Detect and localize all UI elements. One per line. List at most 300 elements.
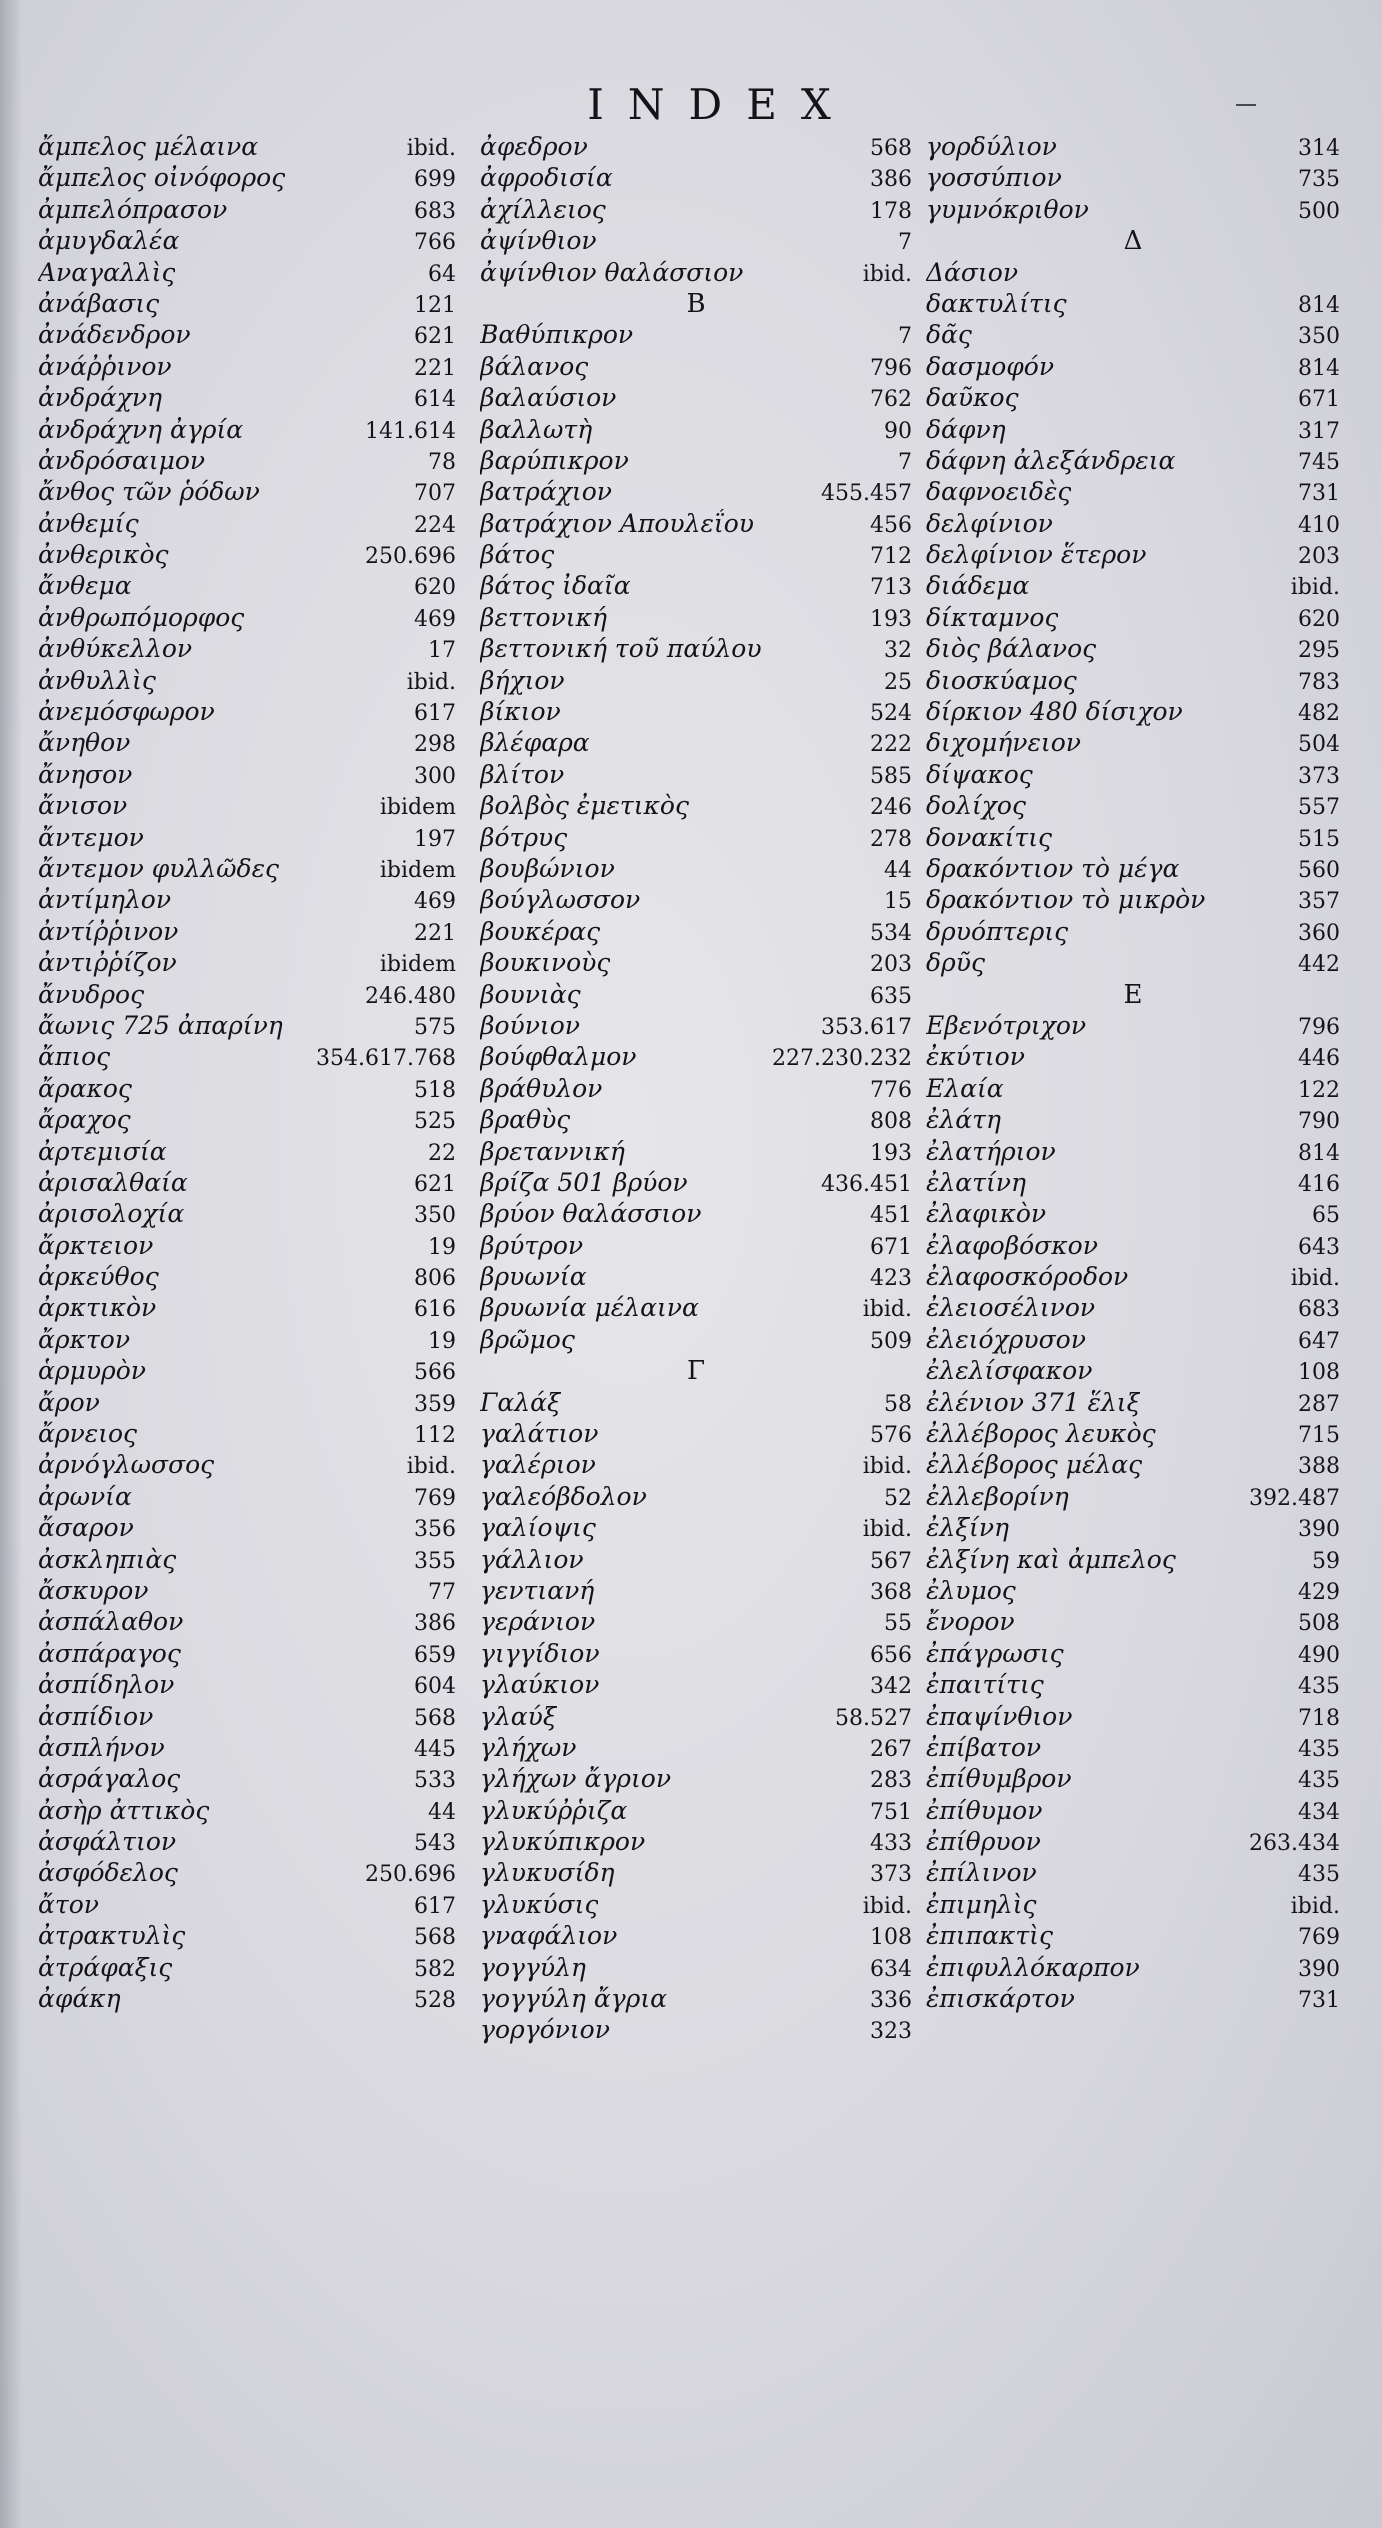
entry-term: δρακόντιον τὸ μέγα <box>926 853 1180 883</box>
entry-page: ibid. <box>862 1517 912 1543</box>
entry-page: 518 <box>414 1077 456 1103</box>
entry-term: ἁρμυρὸν <box>38 1356 146 1386</box>
entry-page: 434 <box>1298 1799 1340 1825</box>
index-entry <box>926 320 1340 351</box>
entry-page: 90 <box>884 418 912 444</box>
entry-page: 65 <box>1312 1203 1340 1229</box>
index-entry <box>38 948 456 979</box>
entry-term: γλήχων <box>480 1732 577 1762</box>
index-entry <box>926 1764 1340 1795</box>
entry-term: γλήχων ἄγριον <box>480 1764 672 1794</box>
index-entry <box>480 1921 912 1952</box>
entry-term: ἀρτεμισία <box>38 1136 167 1166</box>
entry-term: βρύον θαλάσσιον <box>480 1199 702 1229</box>
entry-term: βαλαύσιον <box>480 383 617 413</box>
entry-term: βρῶμος <box>480 1324 575 1354</box>
index-entry <box>480 1168 912 1199</box>
index-entry <box>38 1702 456 1733</box>
entry-term: ἀτρακτυλὶς <box>38 1921 186 1951</box>
index-entry <box>38 509 456 540</box>
entry-page: 19 <box>428 1328 456 1354</box>
entry-page: 122 <box>1298 1077 1340 1103</box>
index-entry <box>480 1042 912 1073</box>
index-entry <box>480 1011 912 1042</box>
entry-page: 32 <box>884 638 912 664</box>
index-entry <box>926 1953 1340 1984</box>
entry-term: ἄωνις 725 ἀπαρίνη <box>38 1010 283 1040</box>
entry-term: ἀσκληπιὰς <box>38 1544 177 1574</box>
entry-term: ἐπίθυμον <box>926 1795 1043 1825</box>
index-entry <box>38 415 456 446</box>
entry-term: Βαθύπικρον <box>480 320 634 350</box>
entry-term: γορδύλιον <box>926 132 1057 161</box>
entry-page: 353.617 <box>821 1014 912 1040</box>
index-entry <box>926 446 1340 477</box>
entry-page: 368 <box>870 1579 912 1605</box>
index-entry <box>480 634 912 665</box>
entry-term: ἄνθεμα <box>38 571 132 601</box>
entry-term: βλίτον <box>480 759 565 789</box>
index-entry <box>480 1388 912 1419</box>
index-entry <box>38 1168 456 1199</box>
entry-page: 357 <box>1298 889 1340 915</box>
entry-page: 435 <box>1298 1736 1340 1762</box>
index-entry <box>926 1419 1340 1450</box>
entry-term: γναφάλιον <box>480 1921 618 1951</box>
index-entry <box>926 1388 1340 1419</box>
entry-page: 528 <box>414 1988 456 2014</box>
index-entry <box>38 728 456 759</box>
entry-term: βραθὺς <box>480 1105 571 1135</box>
index-entry <box>926 1858 1340 1889</box>
index-column-3 <box>926 132 1340 2015</box>
entry-term: ἀρνόγλωσσος <box>38 1450 215 1480</box>
entry-page: 373 <box>870 1862 912 1888</box>
index-entry <box>38 697 456 728</box>
entry-page: ibid. <box>406 1454 456 1480</box>
entry-page: ibid. <box>862 261 912 287</box>
entry-page: 356 <box>414 1517 456 1543</box>
entry-term: Εβενότριχον <box>926 1010 1087 1040</box>
entry-term: ἐλειόχρυσον <box>926 1324 1086 1354</box>
entry-term: ἄρακος <box>38 1073 132 1103</box>
section-letter: Δ <box>1123 226 1143 257</box>
index-entry <box>38 258 456 289</box>
entry-term: ἄσαρον <box>38 1513 134 1543</box>
index-entry <box>926 1984 1340 2015</box>
index-entry <box>926 1231 1340 1262</box>
entry-page: 78 <box>428 449 456 475</box>
entry-page: 59 <box>1312 1548 1340 1574</box>
entry-page: 314 <box>1298 136 1340 161</box>
section-letter: B <box>686 288 706 319</box>
entry-page: 469 <box>414 606 456 632</box>
section-letter: E <box>1123 979 1143 1010</box>
entry-page: 19 <box>428 1234 456 1260</box>
entry-term: Αναγαλλὶς <box>38 257 176 287</box>
entry-page: 360 <box>1298 920 1340 946</box>
entry-term: ἄμπελος μέλαινα <box>38 132 259 161</box>
entry-page: 808 <box>870 1109 912 1135</box>
index-entry <box>38 1137 456 1168</box>
entry-page: 336 <box>870 1988 912 2014</box>
entry-page: 178 <box>870 198 912 224</box>
entry-term: ἀνθυλλὶς <box>38 665 156 695</box>
entry-term: Ελαία <box>926 1073 1004 1103</box>
entry-term: ἀνάῤῥινον <box>38 351 172 381</box>
entry-page: 317 <box>1298 418 1340 444</box>
entry-page: ibid. <box>862 1893 912 1919</box>
entry-term: ἀνάδενδρον <box>38 320 191 350</box>
entry-page: 482 <box>1298 701 1340 727</box>
entry-page: 504 <box>1298 732 1340 758</box>
entry-page: 44 <box>884 857 912 883</box>
index-entry <box>480 1545 912 1576</box>
index-entry <box>480 885 912 916</box>
entry-page: 776 <box>870 1077 912 1103</box>
index-entry <box>480 1984 912 2015</box>
entry-term: Γαλάξ <box>480 1387 561 1417</box>
index-entry <box>38 1074 456 1105</box>
index-entry <box>480 1419 912 1450</box>
index-entry <box>480 1199 912 1230</box>
entry-page: 557 <box>1298 795 1340 821</box>
entry-term: δρῦς <box>926 948 985 978</box>
entry-term: ἐπιφυλλόκαρπον <box>926 1952 1140 1982</box>
index-entry <box>38 1356 456 1387</box>
index-entry <box>38 603 456 634</box>
entry-term: ἄντεμον φυλλῶδες <box>38 853 280 883</box>
index-entry <box>926 509 1340 540</box>
entry-page: 620 <box>1298 606 1340 632</box>
entry-page: 323 <box>870 2019 912 2045</box>
entry-term: ἀσπίδιον <box>38 1701 154 1731</box>
entry-term: ἐπίθυμβρον <box>926 1764 1072 1794</box>
entry-term: ἐπιμηλὶς <box>926 1889 1037 1919</box>
entry-term: ἄρκτειον <box>38 1230 154 1260</box>
entry-term: δελφίνιον ἕτερον <box>926 540 1147 570</box>
entry-term: γυμνόκριθον <box>926 194 1089 224</box>
entry-page: 435 <box>1298 1768 1340 1794</box>
entry-term: ἀσράγαλος <box>38 1764 181 1794</box>
entry-page: 769 <box>414 1485 456 1511</box>
entry-page: 671 <box>1298 387 1340 413</box>
index-entry <box>38 1105 456 1136</box>
index-entry <box>926 791 1340 822</box>
index-entry <box>38 1670 456 1701</box>
entry-page: 246.480 <box>365 983 456 1009</box>
entry-page: 435 <box>1298 1862 1340 1888</box>
index-entry <box>480 728 912 759</box>
entry-term: βρεταννική <box>480 1136 625 1166</box>
entry-term: ἀφροδισία <box>480 163 613 193</box>
entry-page: 197 <box>414 826 456 852</box>
index-entry <box>38 854 456 885</box>
entry-term: ἀτράφαξις <box>38 1952 173 1982</box>
index-entry <box>926 1890 1340 1921</box>
entry-term: βουβώνιον <box>480 853 615 883</box>
entry-page: 64 <box>428 261 456 287</box>
entry-page: 806 <box>414 1266 456 1292</box>
index-entry <box>926 728 1340 759</box>
index-entry <box>38 1984 456 2015</box>
index-entry <box>926 1827 1340 1858</box>
index-entry <box>38 132 456 163</box>
index-entry <box>38 163 456 194</box>
entry-term: βούφθαλμον <box>480 1042 637 1072</box>
entry-term: ἐλλέβορος μέλας <box>926 1450 1143 1480</box>
entry-page: 246 <box>870 795 912 821</box>
entry-page: 814 <box>1298 355 1340 381</box>
entry-term: ἐλξίνη <box>926 1513 1010 1543</box>
entry-term: ἀνεμόσφωρον <box>38 697 215 727</box>
entry-term: ἀρισολοχία <box>38 1199 185 1229</box>
index-entry <box>480 1262 912 1293</box>
entry-term: ἐπίβατον <box>926 1732 1042 1762</box>
entry-term: ἄνηθον <box>38 728 131 758</box>
entry-page: 416 <box>1298 1171 1340 1197</box>
entry-page: 7 <box>898 230 912 256</box>
entry-term: δελφίνιον <box>926 508 1053 538</box>
entry-page: 659 <box>414 1642 456 1668</box>
entry-term: δακτυλίτις <box>926 288 1067 318</box>
index-entry <box>480 2015 912 2046</box>
entry-page: 617 <box>414 1893 456 1919</box>
index-entry <box>926 1607 1340 1638</box>
entry-page: 790 <box>1298 1109 1340 1135</box>
entry-page: 456 <box>870 512 912 538</box>
index-entry <box>926 1137 1340 1168</box>
entry-page: 582 <box>414 1956 456 1982</box>
entry-page: 656 <box>870 1642 912 1668</box>
entry-term: ἀρωνία <box>38 1481 132 1511</box>
entry-term: ἐλλεβορίνη <box>926 1481 1069 1511</box>
page-shadow <box>0 0 22 2528</box>
entry-page: 58 <box>884 1391 912 1417</box>
entry-page: 469 <box>414 889 456 915</box>
entry-page: 350 <box>414 1203 456 1229</box>
entry-term: ἀφεδρον <box>480 132 588 161</box>
entry-term: ἀνθεμίς <box>38 508 139 538</box>
entry-page: 568 <box>870 136 912 161</box>
entry-term: ἀσπλήνον <box>38 1732 165 1762</box>
entry-term: ἐλυμος <box>926 1575 1016 1605</box>
entry-page: 713 <box>870 575 912 601</box>
entry-term: βαλλωτὴ <box>480 414 593 444</box>
entry-term: ἀνδρόσαιμον <box>38 445 206 475</box>
entry-term: βάλανος <box>480 351 589 381</box>
index-entry <box>480 509 912 540</box>
entry-page: 108 <box>1298 1360 1340 1386</box>
entry-term: ἄπιος <box>38 1042 111 1072</box>
entry-page: 814 <box>1298 1140 1340 1166</box>
index-entry <box>38 885 456 916</box>
entry-term: ἀφάκη <box>38 1984 121 2014</box>
entry-term: ἀνάβασις <box>38 288 160 318</box>
index-entry <box>480 1105 912 1136</box>
index-entry <box>480 1325 912 1356</box>
entry-page: 731 <box>1298 481 1340 507</box>
entry-page: 715 <box>1298 1423 1340 1449</box>
index-entry <box>926 948 1340 979</box>
entry-page: 355 <box>414 1548 456 1574</box>
entry-term: ἐλαφοβόσκον <box>926 1230 1098 1260</box>
entry-term: βρίζα 501 βρύον <box>480 1167 688 1197</box>
index-entry <box>926 1482 1340 1513</box>
entry-page: ibid. <box>1290 575 1340 601</box>
index-entry <box>480 163 912 194</box>
index-entry <box>926 289 1340 320</box>
entry-page: ibid. <box>1290 1266 1340 1292</box>
entry-term: ἐλξίνη καὶ ἀμπελος <box>926 1544 1176 1574</box>
index-entry <box>480 1074 912 1105</box>
entry-page: ibidem <box>379 857 456 883</box>
entry-term: ἀντίῤῥινον <box>38 916 179 946</box>
index-entry <box>926 917 1340 948</box>
index-entry <box>38 1827 456 1858</box>
index-entry <box>38 1262 456 1293</box>
entry-term: βρύτρον <box>480 1230 584 1260</box>
entry-page: 621 <box>414 1171 456 1197</box>
index-entry <box>38 540 456 571</box>
entry-term: γάλλιον <box>480 1544 584 1574</box>
entry-page: 373 <box>1298 763 1340 789</box>
index-entry <box>38 1388 456 1419</box>
entry-page: 699 <box>414 167 456 193</box>
entry-page: 635 <box>870 983 912 1009</box>
entry-page: 433 <box>870 1831 912 1857</box>
entry-term: ἐλατίνη <box>926 1167 1026 1197</box>
entry-term: ἐλειοσέλινον <box>926 1293 1096 1323</box>
index-column-2 <box>480 132 912 2047</box>
entry-page: 509 <box>870 1328 912 1354</box>
index-column-1 <box>38 132 456 2015</box>
index-entry <box>926 1639 1340 1670</box>
entry-page: 515 <box>1298 826 1340 852</box>
index-entry <box>480 823 912 854</box>
index-entry <box>38 980 456 1011</box>
entry-page: 203 <box>1298 544 1340 570</box>
index-entry <box>926 415 1340 446</box>
entry-page: 15 <box>884 889 912 915</box>
entry-page: 298 <box>414 732 456 758</box>
entry-term: βρυωνία μέλαινα <box>480 1293 699 1323</box>
entry-term: βουκέρας <box>480 916 601 946</box>
index-entry <box>38 1890 456 1921</box>
entry-page: 388 <box>1298 1454 1340 1480</box>
entry-term: ἐπισκάρτον <box>926 1984 1075 2014</box>
entry-term: διὸς βάλανος <box>926 634 1097 664</box>
entry-page: 287 <box>1298 1391 1340 1417</box>
entry-page: 112 <box>414 1423 456 1449</box>
entry-term: ἀψίνθιον θαλάσσιον <box>480 257 744 287</box>
entry-term: ἄσκυρον <box>38 1575 149 1605</box>
entry-page: 108 <box>870 1925 912 1951</box>
entry-term: ἄντεμον <box>38 822 144 852</box>
index-entry <box>926 477 1340 508</box>
entry-term: δίκταμνος <box>926 602 1059 632</box>
entry-page: 568 <box>414 1925 456 1951</box>
entry-term: ἀρκτικὸν <box>38 1293 157 1323</box>
entry-page: 222 <box>870 732 912 758</box>
index-entry <box>926 1576 1340 1607</box>
index-entry <box>38 320 456 351</box>
index-entry <box>480 1953 912 1984</box>
entry-page: 533 <box>414 1768 456 1794</box>
index-entry <box>38 634 456 665</box>
entry-term: ἐλατήριον <box>926 1136 1056 1166</box>
entry-page: 25 <box>884 669 912 695</box>
entry-term: ἄρκτον <box>38 1324 131 1354</box>
entry-page: 141.614 <box>365 418 456 444</box>
entry-term: βούνιον <box>480 1010 580 1040</box>
index-entry <box>480 258 912 289</box>
entry-term: δάφνη <box>926 414 1006 444</box>
entry-term: ἀσπάραγος <box>38 1638 181 1668</box>
index-entry <box>926 1921 1340 1952</box>
entry-term: βίκιον <box>480 697 561 727</box>
entry-term: ἄνισον <box>38 791 128 821</box>
entry-page: 718 <box>1298 1705 1340 1731</box>
index-entry <box>926 1262 1340 1293</box>
index-entry <box>38 446 456 477</box>
index-entry <box>480 854 912 885</box>
index-entry <box>926 383 1340 414</box>
entry-term: γλαύξ <box>480 1701 557 1731</box>
entry-page: 634 <box>870 1956 912 1982</box>
index-entry <box>480 1293 912 1324</box>
entry-page: 44 <box>428 1799 456 1825</box>
entry-term: ἀμυγδαλέα <box>38 226 180 256</box>
entry-page: 58.527 <box>835 1705 912 1731</box>
entry-term: δαῦκος <box>926 383 1019 413</box>
entry-term: διχομήνειον <box>926 728 1081 758</box>
entry-term: γαλεόβδολον <box>480 1481 647 1511</box>
entry-term: ἀνδράχνη ἀγρία <box>38 414 244 444</box>
entry-page: 250.696 <box>365 544 456 570</box>
entry-page: 295 <box>1298 638 1340 664</box>
index-entry <box>926 571 1340 602</box>
entry-term: δονακίτις <box>926 822 1053 852</box>
entry-term: βάτος ἰδαῖα <box>480 571 631 601</box>
index-entry <box>38 352 456 383</box>
index-entry <box>926 1325 1340 1356</box>
entry-page: 392.487 <box>1249 1485 1340 1511</box>
entry-term: βεττονική τοῦ παύλου <box>480 634 762 664</box>
index-entry <box>926 697 1340 728</box>
index-entry <box>926 854 1340 885</box>
entry-term: βάτος <box>480 540 555 570</box>
entry-term: δίψακος <box>926 759 1033 789</box>
entry-page: 643 <box>1298 1234 1340 1260</box>
index-entry <box>480 1827 912 1858</box>
entry-term: ἀσφόδελος <box>38 1858 178 1888</box>
entry-page: 524 <box>870 701 912 727</box>
entry-term: ἀνθερικὸς <box>38 540 169 570</box>
entry-page: 445 <box>414 1736 456 1762</box>
entry-page: 575 <box>414 1014 456 1040</box>
entry-term: ἀνθρωπόμορφος <box>38 602 245 632</box>
entry-term: ἐλένιον 371 ἕλιξ <box>926 1387 1141 1417</box>
index-entry <box>480 1764 912 1795</box>
entry-term: γλαύκιον <box>480 1670 600 1700</box>
entry-page: 525 <box>414 1109 456 1135</box>
index-entry <box>480 1702 912 1733</box>
entry-page: 621 <box>414 324 456 350</box>
index-entry <box>38 666 456 697</box>
entry-term: βεττονική <box>480 602 607 632</box>
entry-term: ἄνθος τῶν ῥόδων <box>38 477 260 507</box>
